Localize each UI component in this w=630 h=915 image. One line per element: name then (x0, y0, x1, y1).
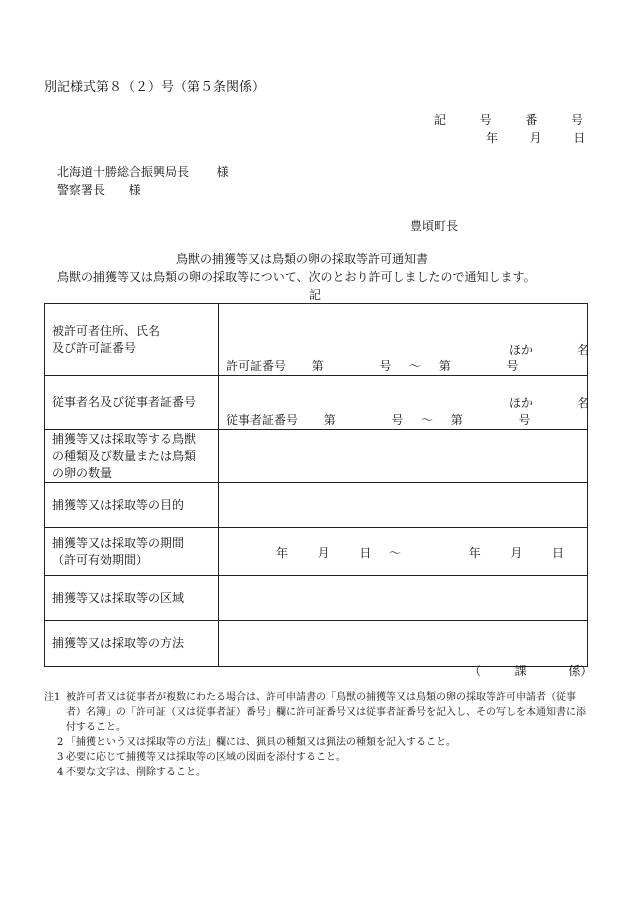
label-line: 捕獲等又は採取等する鳥獣 (52, 431, 197, 446)
period-line (276, 544, 564, 561)
date-month: 月 (529, 131, 542, 145)
note-3-num: 3 (57, 752, 64, 763)
row-area-value[interactable] (219, 576, 588, 621)
period-month-2: 月 (510, 546, 523, 560)
addressee-1-name: 北海道十勝総合振興局長 (57, 165, 190, 179)
intro-text: 鳥獣の捕獲等又は鳥類の卵の採取等について、次のとおり許可しましたので通知します。 (57, 270, 536, 284)
table-row (45, 528, 588, 576)
date-year: 年 (486, 131, 499, 145)
ki-center: 記 (309, 288, 322, 302)
reference-ban: 番 (525, 113, 538, 127)
table-row (45, 376, 588, 430)
row-method-value[interactable] (219, 621, 588, 667)
table-row (45, 621, 588, 667)
row-period-label (45, 528, 219, 576)
document-title: 鳥獣の捕獲等又は鳥類の卵の採取等許可通知書 (176, 252, 429, 266)
tilde: 〜 (421, 413, 434, 427)
note-prefix: 注1 (44, 692, 61, 703)
label-line: 及び許可証番号 (52, 340, 137, 355)
section-in-charge (469, 662, 592, 679)
dai-2: 第 (438, 359, 451, 373)
note-3 (44, 750, 590, 765)
row-area-label: 捕獲等又は採取等の区域 (45, 576, 219, 621)
label-line: の卵の数量 (52, 465, 113, 480)
note-2 (44, 735, 590, 750)
row-species-value[interactable] (219, 430, 588, 483)
label-line: の種類及び数量または鳥類 (52, 448, 197, 463)
row-purpose-value[interactable] (219, 483, 588, 528)
section-open-paren: （ (469, 664, 482, 678)
label-line: 被許可者住所、氏名 (52, 323, 161, 338)
reference-go-2: 号 (571, 113, 584, 127)
go-1: 号 (379, 359, 392, 373)
row-purpose-label: 捕獲等又は採取等の目的 (45, 483, 219, 528)
hoka-label: ほか (509, 396, 534, 410)
section-kakari: 係） (568, 664, 593, 678)
addressee-2 (57, 181, 141, 198)
worker-number-label: 従事者証番号 (226, 413, 299, 427)
reference-number-line (434, 111, 583, 128)
note-1-text: 被許可者又は従事者が複数にわたる場合は、許可申請書の「鳥獣の捕獲等又は鳥類の卵の採取等許可申請者（従事者）名簿」の「許可証（又は従事者証）番号」欄に許可証番号又は従事者証番号を記入し、その写しを本通知書に添付すること。 (66, 692, 586, 733)
note-4-num: 4 (57, 767, 64, 778)
dai-1: 第 (311, 359, 324, 373)
date-day: 日 (573, 131, 586, 145)
label-line: 捕獲等又は採取等の期間 (52, 535, 185, 550)
row-period-value[interactable] (219, 528, 588, 576)
period-month-1: 月 (317, 546, 330, 560)
period-day-1: 日 (359, 546, 372, 560)
dai-2: 第 (450, 413, 463, 427)
permit-number-label: 許可証番号 (226, 359, 287, 373)
reference-date-line (486, 129, 585, 146)
row-method-label: 捕獲等又は採取等の方法 (45, 621, 219, 667)
row-worker-label: 従事者名及び従事者証番号 (45, 376, 219, 430)
sender: 豊頃町長 (410, 219, 459, 233)
go-1: 号 (391, 413, 404, 427)
permit-number-line (226, 357, 518, 374)
tilde: 〜 (409, 359, 422, 373)
mei-label: 名 (577, 396, 590, 410)
addressee-2-name: 警察署長 (57, 183, 106, 197)
note-4-text: 不要な文字は、削除すること。 (66, 767, 206, 778)
row-species-label (45, 430, 219, 483)
note-2-num: 2 (57, 737, 64, 748)
form-title: 別記様式第８（２）号（第５条関係） (44, 80, 266, 95)
table-row (45, 576, 588, 621)
period-year-2: 年 (468, 546, 481, 560)
row-permittee-value[interactable] (219, 304, 588, 376)
reference-ki: 記 (434, 113, 447, 127)
addressee-2-suffix: 様 (128, 183, 141, 197)
period-tilde: 〜 (389, 546, 402, 560)
go-2: 号 (506, 359, 519, 373)
dai-1: 第 (323, 413, 336, 427)
row-permittee-label (45, 304, 219, 376)
permit-table (44, 303, 588, 667)
note-4 (44, 765, 590, 780)
note-1 (44, 690, 590, 735)
period-day-2: 日 (552, 546, 565, 560)
table-row (45, 430, 588, 483)
table-row (45, 304, 588, 376)
period-year-1: 年 (276, 546, 289, 560)
addressee-1 (57, 163, 229, 180)
hoka-label: ほか (509, 343, 534, 357)
section-ka: 課 (514, 664, 527, 678)
mei-label: 名 (577, 343, 590, 357)
note-3-text: 必要に応じて捕獲等又は採取等の区域の図面を添付すること。 (66, 752, 346, 763)
note-2-text: 「捕獲という又は採取等の方法」欄には、猟具の種類又は猟法の種類を記入すること。 (66, 737, 456, 748)
worker-number-line (226, 411, 530, 428)
addressee-1-suffix: 様 (216, 165, 229, 179)
go-2: 号 (518, 413, 531, 427)
table-row (45, 483, 588, 528)
reference-go: 号 (479, 113, 492, 127)
row-worker-value[interactable] (219, 376, 588, 430)
label-line: （許可有効期間） (52, 552, 149, 567)
